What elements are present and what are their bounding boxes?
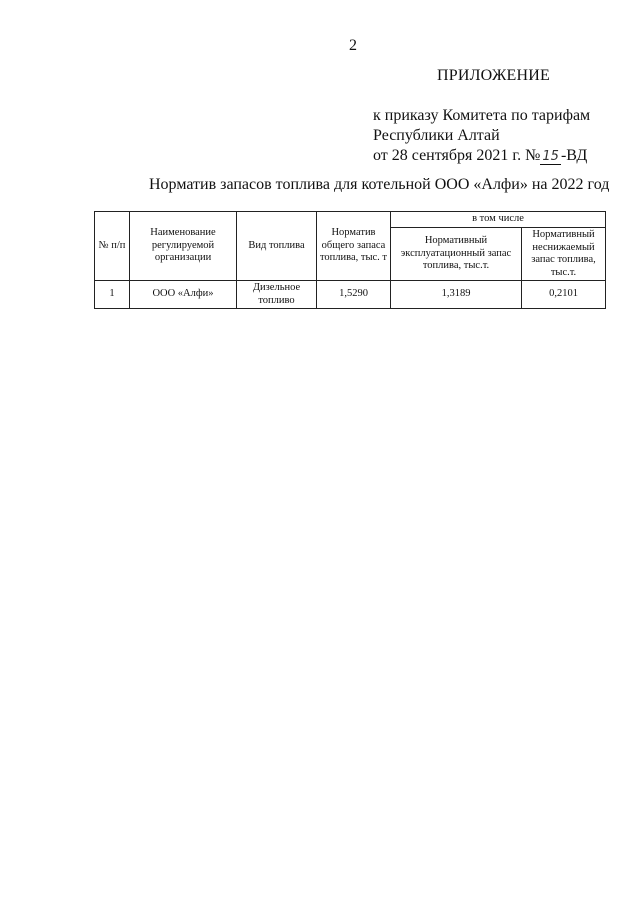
header-operational-reserve: Нормативный эксплуатационный запас топлива, тыс.т. xyxy=(391,228,522,281)
order-number: 15 xyxy=(540,147,561,167)
cell-total-reserve: 1,5290 xyxy=(317,281,391,309)
cell-operational-reserve: 1,3189 xyxy=(391,281,522,309)
order-line-3 xyxy=(373,146,590,167)
header-row xyxy=(95,212,606,228)
cell-fuel-type: Дизельное топливо xyxy=(237,281,317,309)
cell-nonreducible-reserve: 0,2101 xyxy=(522,281,606,309)
page-number: 2 xyxy=(349,37,357,54)
order-line-2: Республики Алтай xyxy=(373,127,500,144)
order-date: от 28 сентября 2021 г. № xyxy=(373,147,541,164)
cell-organization: ООО «Алфи» xyxy=(130,281,237,309)
fuel-norms-table xyxy=(94,211,606,309)
order-reference xyxy=(373,106,590,167)
cell-num: 1 xyxy=(95,281,130,309)
header-including: в том числе xyxy=(391,212,606,228)
order-suffix: -ВД xyxy=(560,147,588,164)
document-title: Норматив запасов топлива для котельной ООО «Алфи» на 2022 год xyxy=(149,176,610,193)
header-nonreducible-reserve: Нормативный неснижаемый запас топлива, тыс.т. xyxy=(522,228,606,281)
header-organization: Наименование регулируемой организации xyxy=(130,212,237,281)
header-num: № п/п xyxy=(95,212,130,281)
order-line-1: к приказу Комитета по тарифам xyxy=(373,107,591,124)
header-total-reserve: Норматив общего запаса топлива, тыс. т xyxy=(317,212,391,281)
table-row xyxy=(95,281,606,309)
header-fuel-type: Вид топлива xyxy=(237,212,317,281)
appendix-title: ПРИЛОЖЕНИЕ xyxy=(437,67,551,84)
